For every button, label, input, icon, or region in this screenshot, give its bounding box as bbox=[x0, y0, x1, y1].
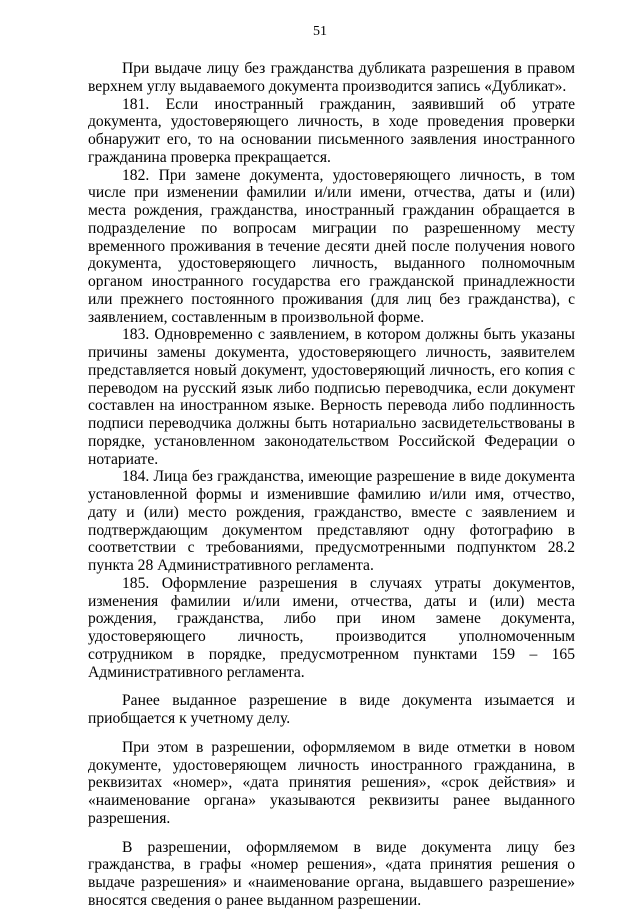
paragraph-185: 185. Оформление разрешения в случаях утраты документов, изменения фамилии и/или имени, отчества, даты и (или) места рождения, гражданства, либо при ином замене документа, удостоверяющего личность, производится уполномоченным сотрудником в порядке, предусмотренном пунктами 159 – 165 Административного регламента. bbox=[88, 574, 575, 681]
paragraph-mark-in-document: При этом в разрешении, оформляемом в виде отметки в новом документе, удостоверяющем личность иностранного гражданина, в реквизитах «номер», «дата принятия решения», «срок действия» и «наименование органа» указываются реквизиты ранее выданного разрешения. bbox=[88, 738, 575, 827]
paragraph-duplicate-note: При выдаче лицу без гражданства дубликата разрешения в правом верхнем углу выдаваемого документа производится запись «Дубликат». bbox=[88, 60, 575, 95]
paragraph-183: 183. Одновременно с заявлением, в котором должны быть указаны причины замены документа, удостоверяющего личность, заявителем представляется новый документ, удостоверяющий личность, его копия с переводом на русский язык либо подписью переводчика, если документ составлен на иностранном языке. Верность перевода либо подлинность подписи переводчика должны быть нотариально засвидетельствованы в порядке, установленном законодательством Российской Федерации о нотариате. bbox=[88, 326, 575, 468]
paragraph-181: 181. Если иностранный гражданин, заявивший об утрате документа, удостоверяющего личность, в ходе проведения проверки обнаружит его, то на основании письменного заявления иностранного гражданина проверка прекращается. bbox=[88, 95, 575, 166]
paragraph-stateless-permit: В разрешении, оформляемом в виде документа лицу без гражданства, в графы «номер решения», «дата принятия решения о выдаче разрешения» и «наименование органа, выдавшего разрешение» вносятся сведения о ранее выданном разрешении. bbox=[88, 838, 575, 909]
paragraph-gap bbox=[88, 728, 575, 739]
paragraph-182: 182. При замене документа, удостоверяющего личность, в том числе при изменении фамилии и/или имени, отчества, даты и (или) места рождения, гражданства, иностранный гражданин обращается в подразделение по вопросам миграции по разрешенному месту временного проживания в течение десяти дней после получения нового документа, удостоверяющего личность, выданного полномочным органом иностранного государства его гражданской принадлежности или прежнего постоянного проживания (для лиц без гражданства), с заявлением, составленным в произвольной форме. bbox=[88, 166, 575, 326]
paragraph-184: 184. Лица без гражданства, имеющие разрешение в виде документа установленной формы и изменившие фамилию и/или имя, отчество, дату и (или) место рождения, гражданство, вместе с заявлением и подтверждающим документом представляют одну фотографию в соответствии с требованиями, предусмотренными подпунктом 28.2 пункта 28 Административного регламента. bbox=[88, 468, 575, 574]
page-number: 51 bbox=[313, 24, 327, 39]
paragraph-previous-permit: Ранее выданное разрешение в виде документа изымается и приобщается к учетному делу. bbox=[88, 692, 575, 727]
paragraph-gap bbox=[88, 828, 575, 839]
document-body bbox=[88, 60, 575, 910]
paragraph-gap bbox=[88, 681, 575, 692]
